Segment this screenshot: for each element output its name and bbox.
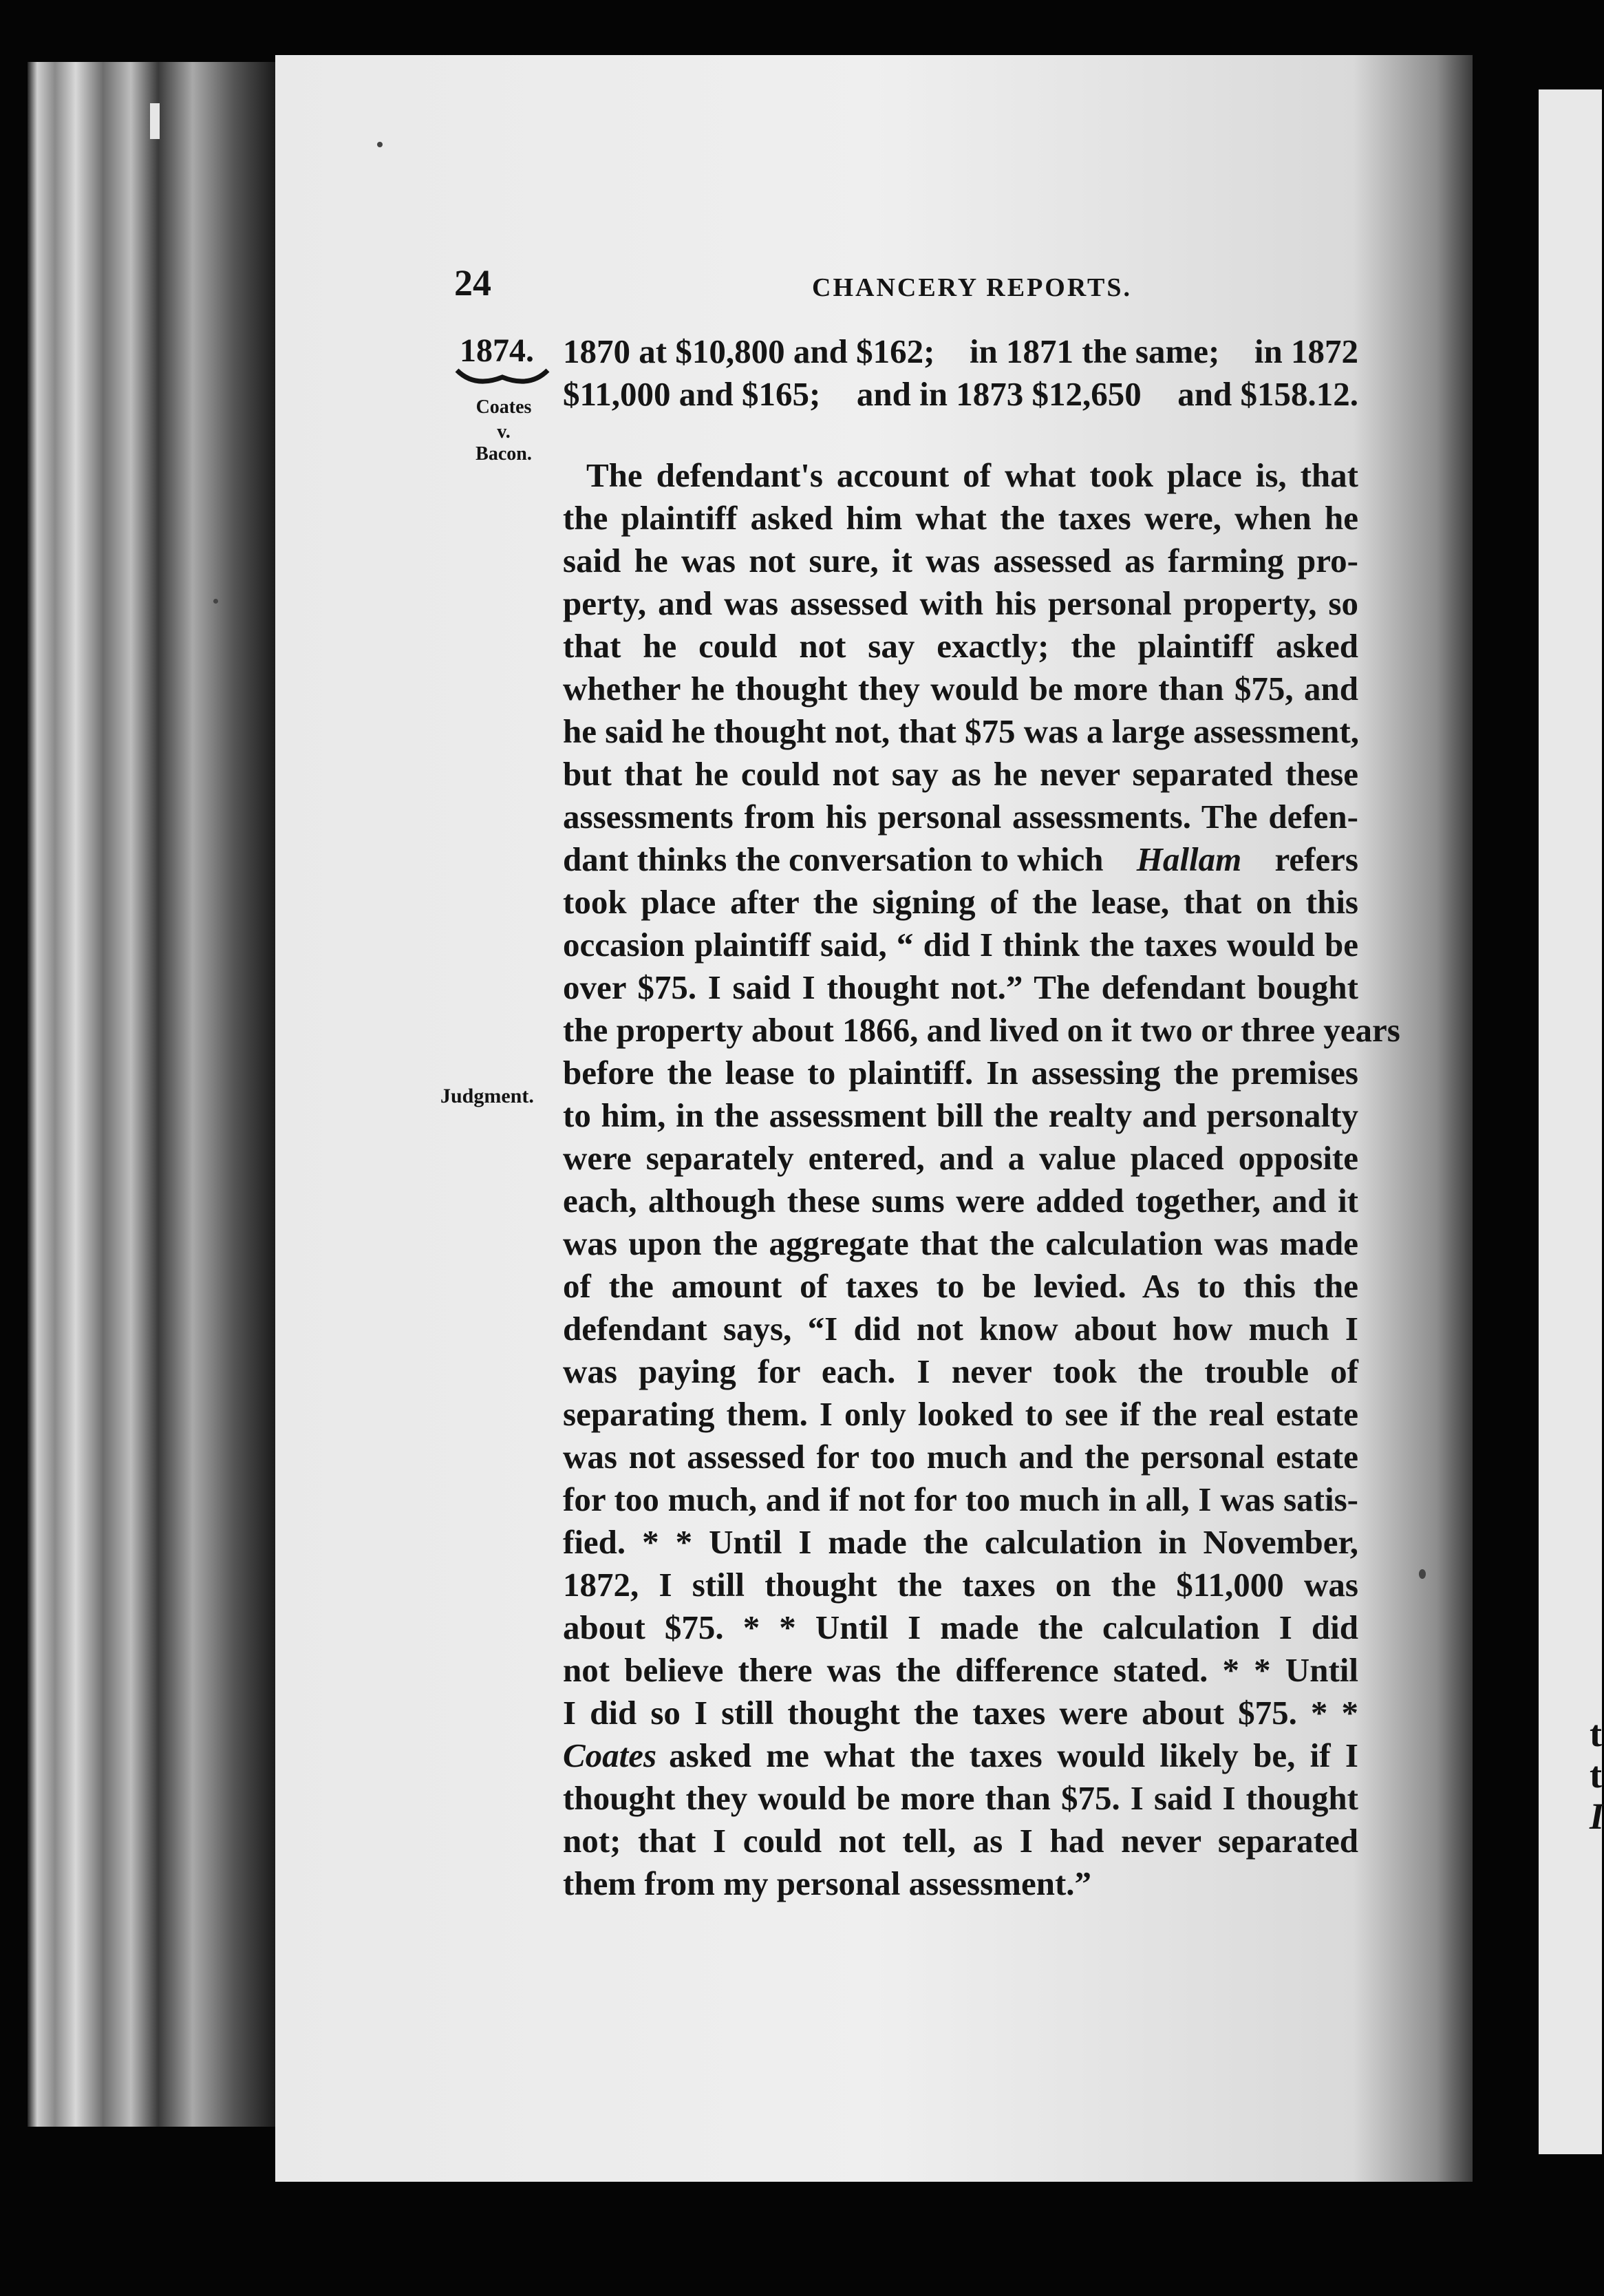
- text-line: was paying for each. I never took the trouble of: [563, 1352, 1358, 1390]
- text-line: perty, and was assessed with his personal property, so: [563, 584, 1358, 622]
- facing-page-edge: [1539, 89, 1602, 2154]
- text-line: of the amount of taxes to be levied. As to this the: [563, 1267, 1358, 1305]
- text-line: the plaintiff asked him what the taxes were, when he: [563, 499, 1358, 537]
- case-name-defendant: Bacon.: [475, 443, 532, 465]
- scan-speck: [377, 142, 383, 147]
- text-line: was not assessed for too much and the personal estate: [563, 1438, 1358, 1476]
- margin-year: 1874.: [460, 332, 534, 369]
- spine-mark: [150, 103, 160, 139]
- text-line: separating them. I only looked to see if the real estate: [563, 1395, 1358, 1433]
- scan-speck: [213, 599, 218, 604]
- text-line: whether he thought they would be more than $75, and: [563, 670, 1358, 708]
- text-line: assessments from his personal assessments. The defen-: [563, 798, 1358, 836]
- body-opening: [563, 330, 1358, 416]
- text-line: the property about 1866, and lived on it two or three years: [563, 1011, 1400, 1049]
- text-line: them from my personal assessment.”: [563, 1864, 1092, 1902]
- text-line: not; that I could not tell, as I had never separated: [563, 1822, 1358, 1860]
- text-line: not believe there was the difference stated. * * Until: [563, 1651, 1358, 1689]
- text-line: about $75. * * Until I made the calculation I did: [563, 1608, 1358, 1646]
- text-line: he said he thought not, that $75 was a large assessment,: [563, 712, 1360, 750]
- text-line: thought they would be more than $75. I said I thought: [563, 1779, 1358, 1817]
- case-name-plaintiff: Coates: [475, 396, 532, 418]
- text-line: I did so I still thought the taxes were about $75. * *: [563, 1694, 1358, 1732]
- text-line: Coates asked me what the taxes would likely be, if I: [563, 1734, 1358, 1777]
- text-line: were separately entered, and a value placed opposite: [563, 1139, 1358, 1177]
- book-spine-edges: [28, 62, 275, 2127]
- text-line: for too much, and if not for too much in all, I was satis-: [563, 1480, 1358, 1518]
- text-line: The defendant's account of what took place is, that: [586, 456, 1358, 494]
- italic-name: Coates: [563, 1736, 657, 1774]
- text-line: took place after the signing of the lease, that on this: [563, 883, 1358, 921]
- facing-page-fragment: t: [1590, 1754, 1602, 1796]
- text-line: fied. * * Until I made the calculation in November,: [563, 1523, 1358, 1561]
- text-line: that he could not say exactly; the plaintiff asked: [563, 627, 1358, 665]
- running-title: CHANCERY REPORTS.: [812, 273, 1132, 302]
- text-line: over $75. I said I thought not.” The defendant bought: [563, 968, 1358, 1006]
- page-number: 24: [454, 262, 491, 304]
- text-line: 1870 at $10,800 and $162; in 1871 the same; in 1872: [563, 332, 1358, 370]
- scan-speck: [1419, 1569, 1426, 1579]
- text-line: occasion plaintiff said, “ did I think the taxes would be: [563, 926, 1358, 964]
- case-name-versus: v.: [497, 421, 511, 443]
- text-line: to him, in the assessment bill the realty and personalty: [563, 1096, 1358, 1134]
- text-line: was upon the aggregate that the calculation was made: [563, 1224, 1358, 1262]
- facing-page-fragment: I: [1590, 1796, 1604, 1837]
- text-line: said he was not sure, it was assessed as farming pro-: [563, 542, 1358, 580]
- judgment-label: Judgment.: [440, 1085, 534, 1107]
- text-line: $11,000 and $165; and in 1873 $12,650 and $158.12.: [563, 375, 1358, 413]
- body-paragraph: [563, 454, 1400, 1905]
- text-line: but that he could not say as he never separated these: [563, 755, 1358, 793]
- brace-mark: [454, 368, 550, 391]
- text-line: before the lease to plaintiff. In assessing the premises: [563, 1054, 1358, 1092]
- italic-name: Hallam: [1136, 840, 1242, 878]
- text-line: 1872, I still thought the taxes on the $11,000 was: [563, 1566, 1358, 1604]
- text-line: defendant says, “I did not know about how much I: [563, 1310, 1358, 1348]
- text-line: each, although these sums were added together, and it: [563, 1182, 1358, 1220]
- text-line: dant thinks the conversation to which Hallam refers: [563, 838, 1358, 881]
- facing-page-fragment: t: [1590, 1713, 1602, 1754]
